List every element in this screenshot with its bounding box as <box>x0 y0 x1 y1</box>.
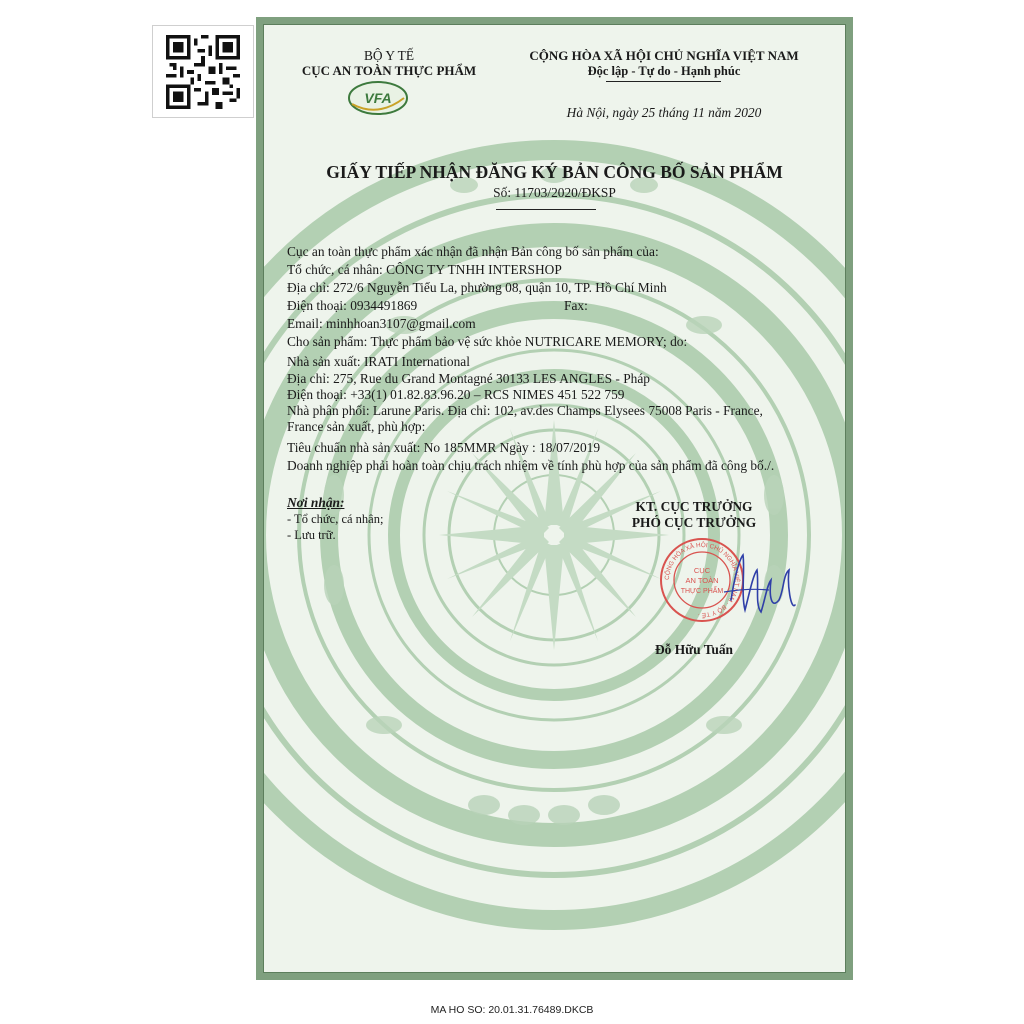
motto-underline <box>606 81 721 82</box>
stamp-line-3: THỰC PHẨM <box>680 588 724 595</box>
body-line-manufacturer-address: Địa chỉ: 275, Rue du Grand Montagné 30133 LES ANGLES - Pháp <box>287 371 650 386</box>
agency-name: CỤC AN TOÀN THỰC PHẨM <box>301 63 477 78</box>
body-line-organization: Tổ chức, cá nhân: CÔNG TY TNHH INTERSHOP <box>287 262 562 277</box>
qr-code-icon <box>166 35 240 109</box>
body-line-responsibility: Doanh nghiệp phải hoàn toàn chịu trách nhiệm về tính phù hợp của sản phẩm đã công bố./. <box>287 458 775 473</box>
vfa-logo <box>346 78 410 118</box>
signer-title-1: KT. CỤC TRƯỞNG <box>635 499 753 514</box>
body-line-standard: Tiêu chuẩn nhà sản xuất: No 185MMR Ngày : 18/07/2019 <box>287 440 601 455</box>
qr-code <box>152 25 254 118</box>
recipient-item: - Lưu trữ. <box>287 528 336 542</box>
body-line-intro: Cục an toàn thực phẩm xác nhận đã nhận Bản công bố sản phẩm của: <box>287 244 659 259</box>
certificate-frame <box>256 17 853 980</box>
body-line-phone: Điện thoại: 0934491869 <box>287 298 418 313</box>
body-line-manufacturer-phone: Điện thoại: +33(1) 01.82.83.96.20 – RCS NIMES 451 522 759 <box>287 387 625 402</box>
body-line-origin: France sản xuất, phù hợp: <box>287 419 426 434</box>
recipients-title: Nơi nhận: <box>287 495 345 510</box>
body-line-distributor: Nhà phân phối: Larune Paris. Địa chỉ: 102, av.des Champs Elysees 75008 Paris - France, <box>287 403 763 418</box>
recipient-item: - Tổ chức, cá nhân; <box>287 512 384 526</box>
place-date: Hà Nội, ngày 25 tháng 11 năm 2020 <box>566 105 762 120</box>
body-line-email: Email: minhhoan3107@gmail.com <box>287 316 476 331</box>
document-title: GIẤY TIẾP NHẬN ĐĂNG KÝ BẢN CÔNG BỐ SẢN PHẨM <box>326 162 783 182</box>
republic-name: CỘNG HÒA XÃ HỘI CHỦ NGHĨA VIỆT NAM <box>529 48 799 63</box>
body-line-manufacturer: Nhà sản xuất: IRATI International <box>287 354 470 369</box>
vfa-logo-text: VFA <box>364 90 392 106</box>
title-rule <box>496 209 596 210</box>
body-line-address: Địa chỉ: 272/6 Nguyễn Tiểu La, phường 08, quận 10, TP. Hồ Chí Minh <box>287 280 667 295</box>
national-motto: Độc lập - Tự do - Hạnh phúc <box>587 64 741 78</box>
handwritten-signature <box>709 540 809 630</box>
signer-name: Đỗ Hữu Tuấn <box>654 642 733 657</box>
body-line-fax: Fax: <box>564 298 588 313</box>
dossier-code: MA HO SO: 20.01.31.76489.DKCB <box>430 1004 594 1016</box>
stamp-line-2: AN TOÀN <box>685 576 719 585</box>
body-line-product: Cho sản phẩm: Thực phẩm bảo vệ sức khỏe NUTRICARE MEMORY; do: <box>287 334 688 349</box>
stamp-ring-text: CỘNG HÒA XÃ HỘI CHỦ NGHĨA VIỆT NAM · BỘ Y TẾ · <box>663 541 741 619</box>
ministry-name: BỘ Y TẾ <box>363 48 415 63</box>
stamp-line-1: CỤC <box>693 566 711 575</box>
document-number: Số: 11703/2020/ĐKSP <box>493 185 616 200</box>
certificate-paper <box>263 24 846 973</box>
signer-title-2: PHÓ CỤC TRƯỞNG <box>631 515 757 530</box>
